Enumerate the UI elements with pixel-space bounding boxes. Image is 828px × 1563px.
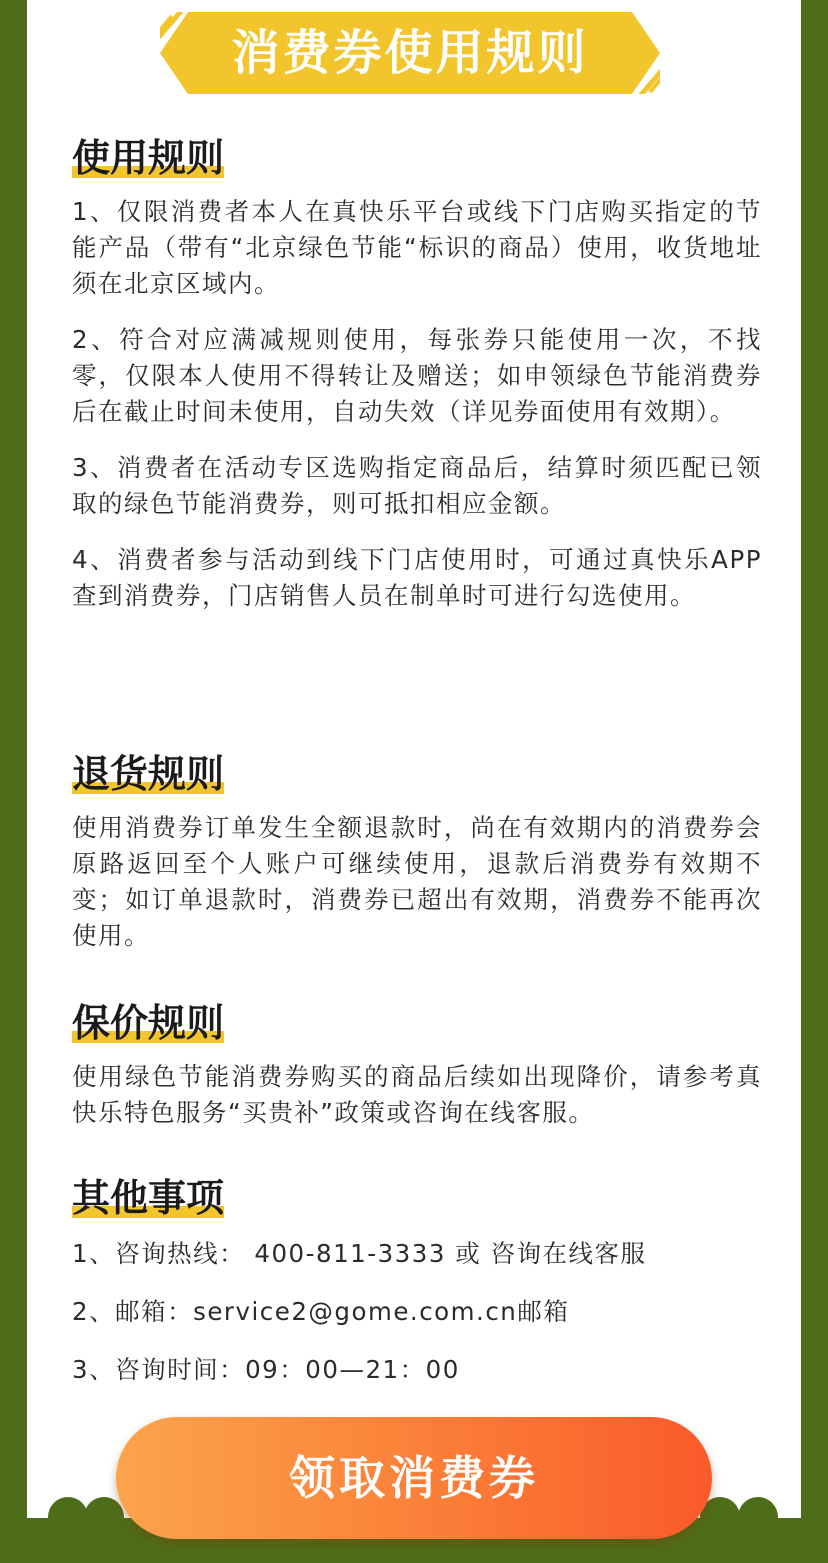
section-title: 保价规则 [72,1001,225,1045]
claim-coupon-button[interactable]: 领取消费券 [116,1417,712,1539]
email-text: 2、邮箱：service2@gome.com.cn邮箱 [72,1297,570,1326]
section-other-matters [72,1176,762,1388]
paragraph: 使用绿色节能消费券购买的商品后续如出现降价，请参考真快乐特色服务“买贵补”政策或咨询在线客服。 [72,1062,762,1127]
paragraph: 2、符合对应满减规则使用，每张券只能使用一次，不找零，仅限本人使用不得转让及赠送；如申领绿色节能消费券后在截止时间未使用，自动失效（详见券面使用有效期）。 [72,325,762,426]
scallop-decoration [738,1497,778,1537]
service-hours-text: 3、咨询时间：09：00—21：00 [72,1355,460,1384]
section-price-protection [72,1001,762,1131]
section-title: 其他事项 [72,1176,225,1220]
paragraph: 4、消费者参与活动到线下门店使用时，可通过真快乐APP查到消费券，门店销售人员在制单时可进行勾选使用。 [72,545,762,610]
paragraph: 3、消费者在活动专区选购指定商品后，结算时须匹配已领取的绿色节能消费券，则可抵扣相应金额。 [72,453,762,518]
title-banner [160,12,660,94]
paragraph: 1、仅限消费者本人在真快乐平台或线下门店购买指定的节能产品（带有“北京绿色节能“标识的商品）使用，收货地址须在北京区域内。 [72,197,762,298]
section-usage-rules [72,136,762,614]
paragraph: 使用消费券订单发生全额退款时，尚在有效期内的消费券会原路返回至个人账户可继续使用，退款后消费券有效期不变；如订单退款时，消费券已超出有效期，消费券不能再次使用。 [72,813,762,950]
hotline-text: 1、咨询热线： 400-811-3333 或 咨询在线客服 [72,1239,647,1268]
scallop-decoration [48,1497,88,1537]
section-title: 使用规则 [72,136,225,180]
scallop-decoration [84,1497,124,1537]
section-return-rules [72,752,762,954]
section-title: 退货规则 [72,752,225,796]
banner-title: 消费券使用规则 [231,25,589,81]
